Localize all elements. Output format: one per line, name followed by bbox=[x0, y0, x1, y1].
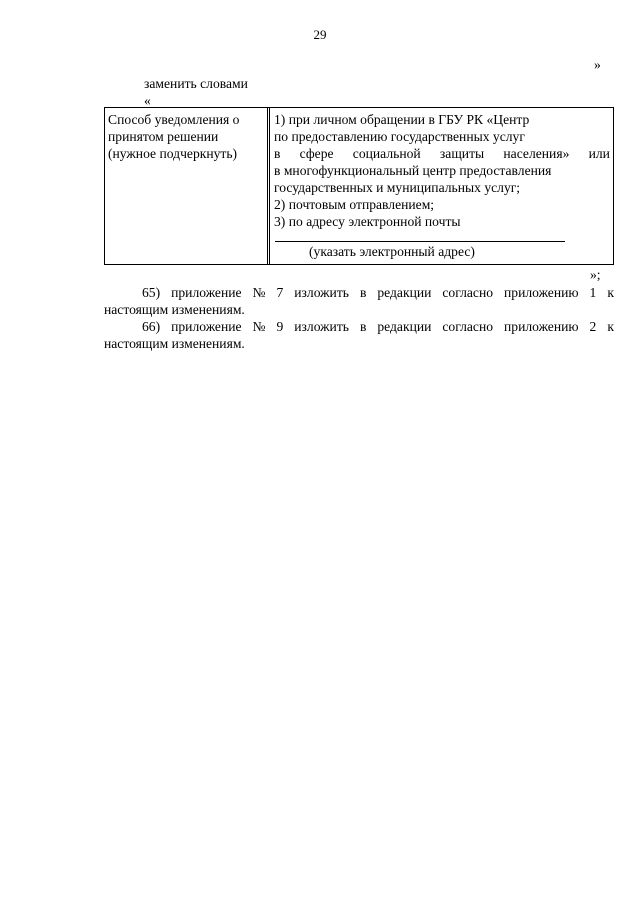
word: приложению bbox=[504, 285, 579, 300]
amendment-paragraph-65 bbox=[104, 284, 614, 318]
word: 7 bbox=[276, 285, 284, 300]
word: к bbox=[607, 285, 614, 300]
word: населения» bbox=[503, 146, 570, 161]
email-caption: (указать электронный адрес) bbox=[309, 244, 475, 259]
table-column-divider-inner bbox=[269, 108, 270, 264]
amendment-paragraph-66 bbox=[104, 318, 614, 352]
notification-options-cell bbox=[274, 111, 610, 230]
closing-quote: » bbox=[594, 57, 601, 72]
word: в bbox=[274, 146, 281, 161]
word: № bbox=[252, 285, 266, 300]
label-line: (нужное подчеркнуть) bbox=[108, 146, 238, 161]
word: сфере bbox=[299, 146, 334, 161]
option-line: 2) почтовым отправлением; bbox=[274, 197, 435, 212]
word: согласно bbox=[442, 319, 494, 334]
word: приложению bbox=[504, 319, 579, 334]
word: к bbox=[607, 319, 614, 334]
word: защиты bbox=[439, 146, 485, 161]
word: 1 bbox=[589, 285, 597, 300]
word: 2 bbox=[589, 319, 597, 334]
paragraph-continuation: настоящим изменениям. bbox=[104, 302, 245, 317]
closing-quote-semicolon: »; bbox=[590, 267, 601, 282]
word: редакции bbox=[377, 319, 432, 334]
option-line: 3) по адресу электронной почты bbox=[274, 214, 461, 229]
replace-words-text: заменить словами bbox=[144, 76, 248, 91]
paragraph-continuation: настоящим изменениям. bbox=[104, 336, 245, 351]
label-line: Способ уведомления о bbox=[108, 112, 240, 127]
option-line-justified bbox=[274, 145, 610, 162]
word: согласно bbox=[442, 285, 494, 300]
word: № bbox=[252, 319, 266, 334]
word: изложить bbox=[294, 319, 349, 334]
word: приложение bbox=[171, 319, 242, 334]
notification-method-table bbox=[104, 107, 614, 265]
option-line: 1) при личном обращении в ГБУ РК «Центр bbox=[274, 112, 530, 127]
word: или bbox=[588, 146, 610, 161]
word: в bbox=[359, 319, 367, 334]
paragraph-first-line bbox=[104, 284, 614, 301]
option-line: по предоставлению государственных услуг bbox=[274, 129, 525, 144]
word: 65) bbox=[142, 285, 161, 300]
paragraph-first-line bbox=[104, 318, 614, 335]
word: изложить bbox=[294, 285, 349, 300]
word: 9 bbox=[276, 319, 284, 334]
email-blank-line bbox=[275, 241, 565, 242]
label-line: принятом решении bbox=[108, 129, 219, 144]
page-number: 29 bbox=[313, 27, 327, 42]
option-line: в многофункциональный центр предоставления bbox=[274, 163, 552, 178]
word: в bbox=[359, 285, 367, 300]
word: приложение bbox=[171, 285, 242, 300]
word: социальной bbox=[352, 146, 421, 161]
word: 66) bbox=[142, 319, 161, 334]
option-line: государственных и муниципальных услуг; bbox=[274, 180, 521, 195]
opening-quote: « bbox=[144, 93, 151, 108]
notification-method-label-cell bbox=[108, 111, 264, 162]
word: редакции bbox=[377, 285, 432, 300]
table-column-divider bbox=[267, 108, 268, 264]
